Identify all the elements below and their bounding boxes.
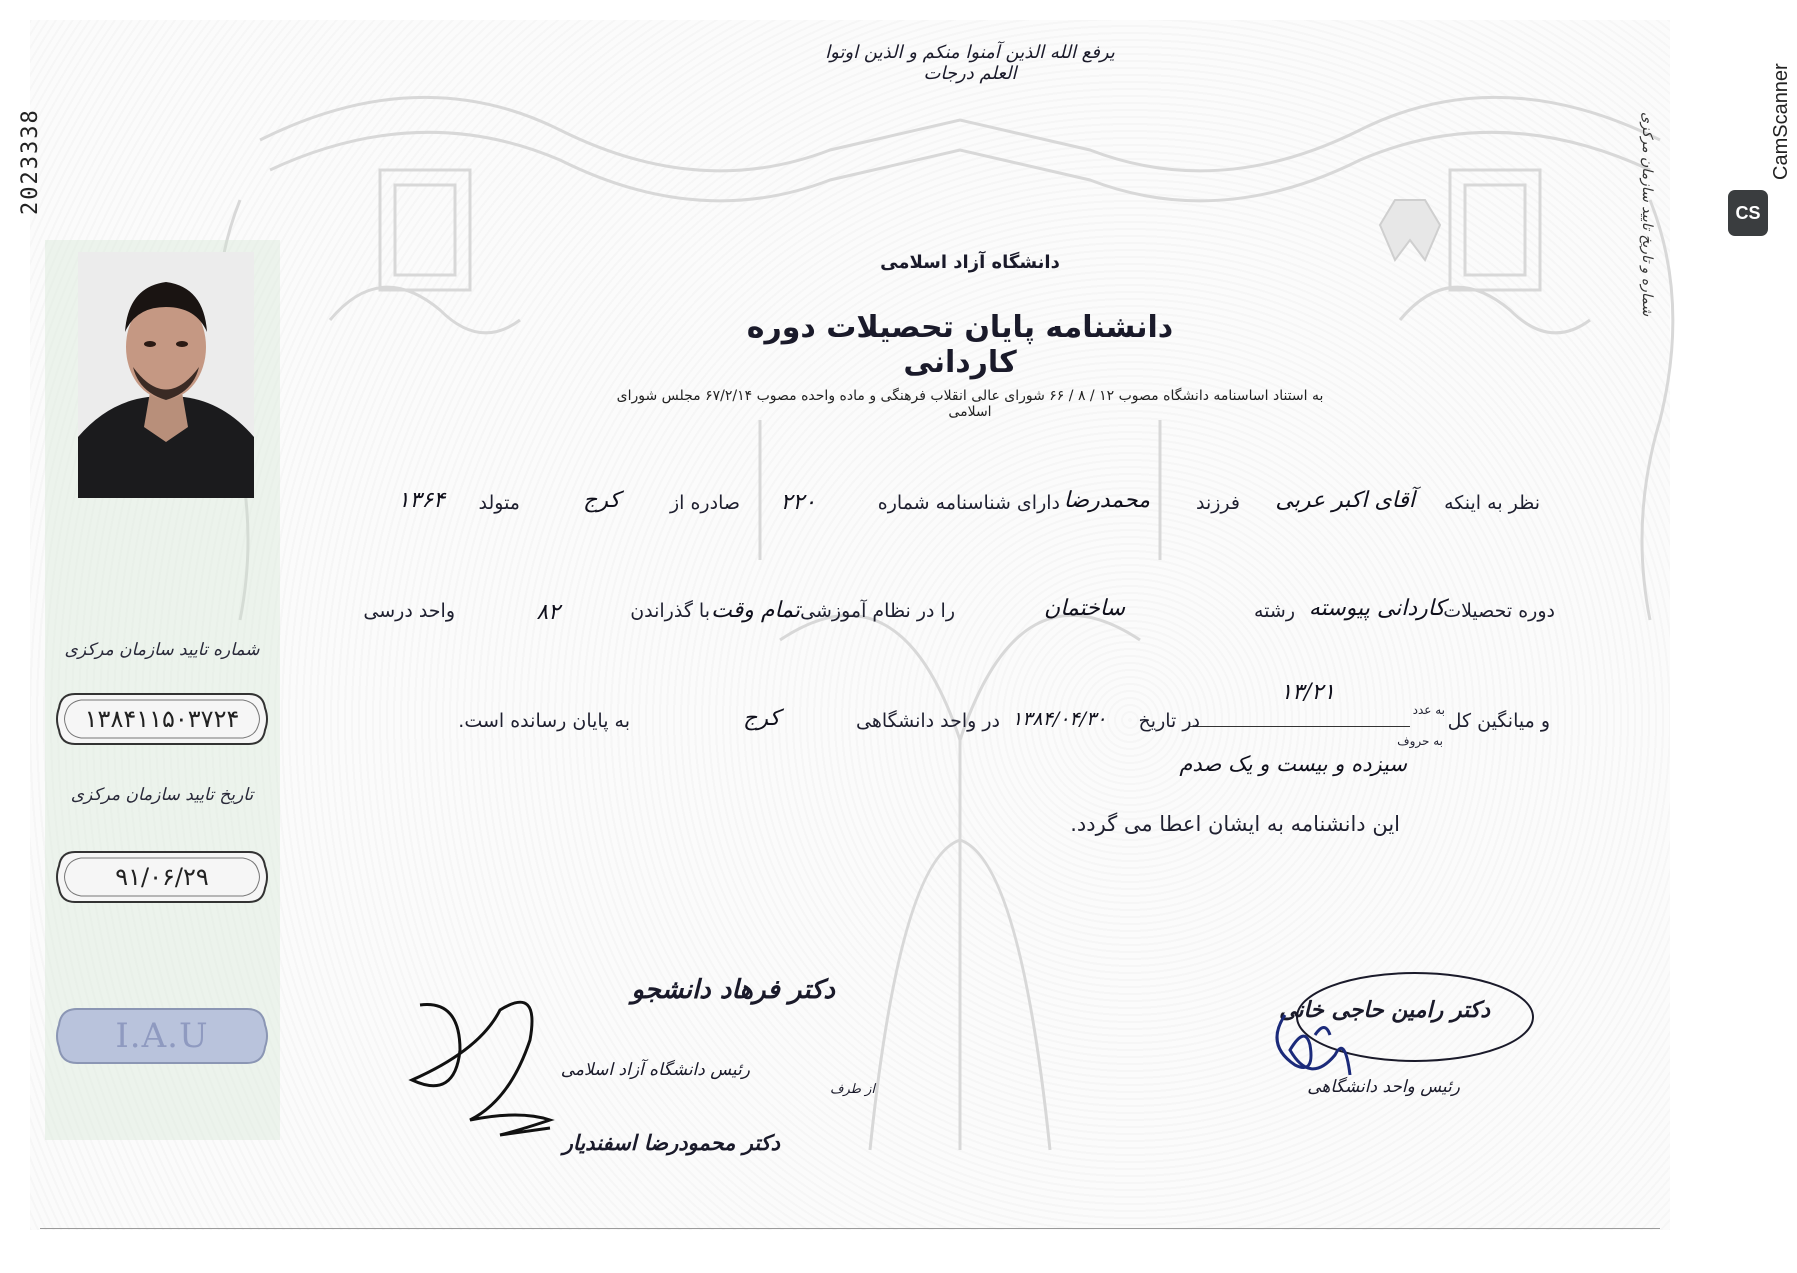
approval-date: ۹۱/۰۶/۲۹	[115, 863, 209, 891]
president-signature	[400, 990, 600, 1140]
system-label: را در نظام آموزشی	[800, 600, 955, 622]
dean-signature	[1255, 1005, 1365, 1095]
iau-emblem-cartouche	[55, 1005, 269, 1067]
unit-label: در واحد دانشگاهی	[855, 710, 1000, 732]
gpa-label: و میانگین کل	[1447, 710, 1550, 732]
student-portrait-image	[78, 252, 254, 498]
side-note: شماره و تاریخ تایید سازمان مرکزی	[1639, 112, 1655, 317]
dean-title: رئیس واحد دانشگاهی	[1307, 1077, 1460, 1097]
president-title: رئیس دانشگاه آزاد اسلامی	[560, 1060, 750, 1080]
gpa-by-letters-label: به حروف	[1397, 734, 1443, 748]
course-label: دوره تحصیلات	[1443, 600, 1555, 622]
born-label: متولد	[478, 492, 520, 514]
president-name: دکتر فرهاد دانشجو	[631, 975, 835, 1005]
student-name: آقای اکبر عربی	[1275, 488, 1415, 513]
degree-type: کاردانی پیوسته	[1308, 596, 1445, 621]
gpa-words: سیزده و بیست و یک صدم	[1179, 752, 1407, 776]
approval-date-label: تاریخ تایید سازمان مرکزی	[70, 785, 254, 805]
camscanner-watermark	[1728, 35, 1792, 245]
end-label: به پایان رسانده است.	[458, 710, 630, 732]
iau-emblem-text: I.A.U	[115, 1016, 209, 1056]
field-of-study: ساختمان	[1044, 596, 1125, 621]
deputy-name: دکتر محمودرضا اسفندیار	[562, 1130, 780, 1155]
gpa-fraction-rule	[1190, 726, 1410, 727]
on-behalf-label: از طرف	[829, 1082, 875, 1097]
father-name: محمدرضا	[1063, 488, 1150, 513]
units-label: واحد درسی	[363, 600, 455, 622]
passed-label: با گذراندن	[630, 600, 710, 622]
graduation-date: ۱۳۸۴/۰۴/۳۰	[1012, 708, 1107, 730]
serial-number: 2023338	[18, 108, 43, 215]
field-label: رشته	[1253, 600, 1295, 622]
camscanner-text: CamScanner	[1770, 63, 1792, 180]
issued-from-label: صادره از	[669, 492, 740, 514]
date-label: در تاریخ	[1138, 710, 1200, 732]
issued-city: کرج	[583, 488, 620, 513]
approval-number-label: شماره تایید سازمان مرکزی	[64, 640, 260, 660]
birth-year: ۱۳۶۴	[397, 488, 445, 513]
approval-number: ۱۳۸۴۱۱۵۰۳۷۲۴	[84, 705, 240, 733]
student-photo	[78, 252, 254, 498]
child-of-label: فرزند	[1195, 492, 1240, 514]
study-system: تمام وقت	[711, 598, 800, 623]
legal-basis-line: به استناد اساسنامه دانشگاه مصوب ۱۲ / ۸ / ۶۶ شورای عالی انقلاب فرهنگی و ماده واحده مصوب ۶۷/۲/۱۴ مجلس شورای اسلامی	[616, 388, 1324, 420]
camscanner-logo-icon: CS	[1728, 190, 1768, 236]
unit-city: کرج	[743, 706, 780, 731]
dean-name: دکتر رامین حاجی خانی	[1279, 997, 1490, 1023]
diploma-title: دانشنامه پایان تحصیلات دوره کاردانی	[746, 310, 1174, 380]
gpa-by-number-label: به عدد	[1412, 703, 1445, 717]
approval-number-cartouche	[55, 690, 269, 748]
award-statement: این دانشنامه به ایشان اعطا می گردد.	[1070, 812, 1400, 836]
intro-label: نظر به اینکه	[1444, 492, 1540, 514]
header-verse: یرفع الله الذین آمنوا منکم و الذین اوتوا العلم درجات	[825, 42, 1115, 84]
id-number: ۲۲۰	[780, 490, 816, 515]
university-name: دانشگاه آزاد اسلامی	[880, 252, 1060, 273]
approval-date-cartouche	[55, 848, 269, 906]
units-count: ۸۲	[536, 600, 560, 625]
gpa-number: ۱۳/۲۱	[1280, 680, 1335, 705]
id-label: دارای شناسنامه شماره	[877, 492, 1060, 514]
